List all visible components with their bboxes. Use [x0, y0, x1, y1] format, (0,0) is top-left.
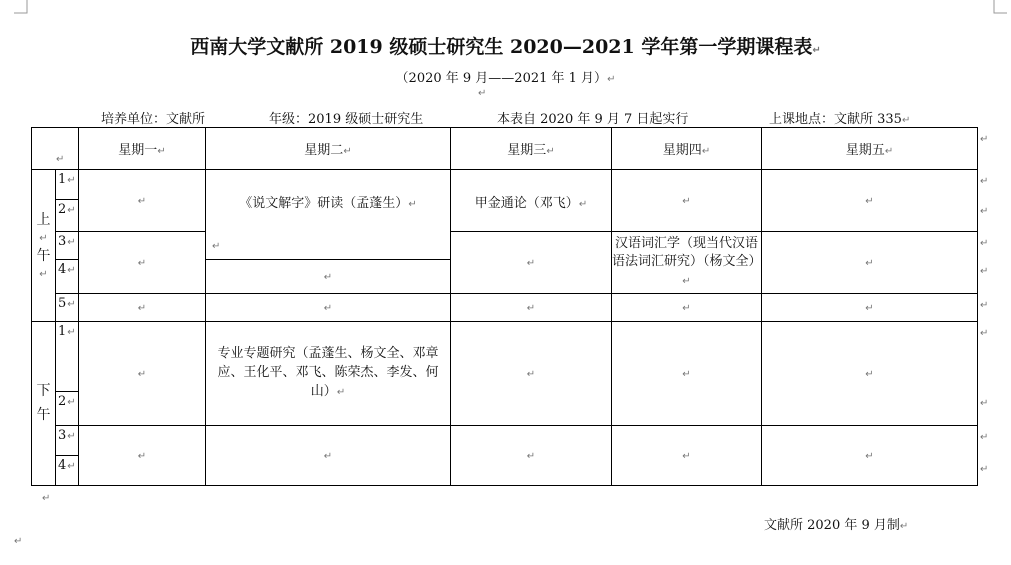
header-day-fri: 星期五↵: [762, 128, 978, 170]
paragraph-mark: ↵: [478, 88, 487, 99]
cell-tue-am-5: ↵: [206, 294, 451, 322]
row-end-mark: ↵: [980, 328, 989, 339]
page-subtitle: （2020 年 9 月——2021 年 1 月）↵: [395, 71, 616, 86]
cell-mon-am-5: ↵: [79, 294, 206, 322]
pm-label-char-2: 午: [36, 406, 51, 423]
cell-tue-am-1-2: 《说文解字》研读（孟蓬生）↵: [206, 170, 451, 232]
course-cihuixue: 汉语词汇学（现当代汉语语法词汇研究）（杨文全）: [612, 236, 762, 270]
pm-label-char-1: 下: [36, 382, 51, 399]
cell-wed-am-5: ↵: [451, 294, 612, 322]
cell-thu-am-5: ↵: [612, 294, 762, 322]
header-day-tue: 星期二↵: [206, 128, 451, 170]
am-label-char-2: 午: [36, 247, 51, 264]
row-end-mark: ↵: [980, 398, 989, 409]
am-label: 上 ↵ 午 ↵: [32, 170, 56, 322]
cell-fri-pm-1-2: ↵: [762, 322, 978, 426]
cell-wed-pm-3-4: ↵: [451, 426, 612, 486]
period-am-5: 5↵: [56, 294, 79, 322]
cell-fri-am-1-2: ↵: [762, 170, 978, 232]
period-pm-3: 3↵: [56, 426, 79, 456]
header-day-mon: 星期一↵: [79, 128, 206, 170]
cell-mon-am-1-2: ↵: [79, 170, 206, 232]
paragraph-mark: ↵: [42, 493, 51, 504]
period-pm-2: 2↵: [56, 392, 79, 426]
cell-tue-am-4: ↵: [206, 260, 451, 294]
cell-mon-pm-1-2: ↵: [79, 322, 206, 426]
cell-thu-pm-1-2: ↵: [612, 322, 762, 426]
cell-wed-pm-1-2: ↵: [451, 322, 612, 426]
row-end-mark: ↵: [980, 266, 989, 277]
header-day-wed: 星期三↵: [451, 128, 612, 170]
period-am-1: 1↵: [56, 170, 79, 200]
row-end-mark: ↵: [980, 134, 989, 145]
row-end-mark: ↵: [980, 238, 989, 249]
row-end-mark: ↵: [980, 464, 989, 475]
paragraph-mark: ↵: [14, 536, 23, 547]
cell-wed-am-1-2: 甲金通论（邓飞）↵: [451, 170, 612, 232]
table-corner-cell: ↵: [32, 128, 79, 170]
header-day-thu: 星期四↵: [612, 128, 762, 170]
row-end-mark: ↵: [980, 432, 989, 443]
row-end-mark: ↵: [980, 300, 989, 311]
course-jiajin: 甲金通论（邓飞）: [474, 196, 579, 211]
crop-mark-top-right: [993, 0, 1007, 14]
row-end-mark: ↵: [980, 206, 989, 217]
course-shuowen: 《说文解字》研读（孟蓬生）: [239, 196, 409, 211]
course-zhuanti: 专业专题研究（孟蓬生、杨文全、邓章应、王化平、邓飞、陈荣杰、李发、何山）: [217, 346, 439, 399]
row-end-mark: ↵: [980, 176, 989, 187]
period-pm-4: 4↵: [56, 456, 79, 486]
info-effective-date: 本表自 2020 年 9 月 7 日起实行: [497, 112, 689, 127]
cell-mon-pm-3-4: ↵: [79, 426, 206, 486]
cell-mon-am-3-4: ↵: [79, 232, 206, 294]
cell-fri-pm-3-4: ↵: [762, 426, 978, 486]
cell-tue-am-3: ↵: [206, 232, 451, 260]
info-unit: 培养单位：文献所: [101, 112, 206, 127]
cell-tue-pm-1-2: 专业专题研究（孟蓬生、杨文全、邓章应、王化平、邓飞、陈荣杰、李发、何山）↵: [206, 322, 451, 426]
cell-thu-pm-3-4: ↵: [612, 426, 762, 486]
period-am-3: 3↵: [56, 232, 79, 260]
info-location: 上课地点：文献所 335↵: [769, 112, 911, 127]
info-grade: 年级：2019 级硕士研究生: [269, 112, 424, 127]
schedule-table: [31, 127, 978, 486]
cell-fri-am-5: ↵: [762, 294, 978, 322]
footer-made-by: 文献所 2020 年 9 月制↵: [764, 518, 909, 533]
am-label-char-1: 上: [36, 211, 51, 228]
period-pm-1: 1↵: [56, 322, 79, 392]
crop-mark-top-left: [14, 0, 28, 14]
pm-label: [32, 322, 56, 486]
cell-tue-pm-3-4: ↵: [206, 426, 451, 486]
cell-thu-am-3-4: 汉语词汇学（现当代汉语语法词汇研究）（杨文全）↵: [612, 232, 762, 294]
cell-wed-am-3-4: ↵: [451, 232, 612, 294]
cell-thu-am-1-2: ↵: [612, 170, 762, 232]
period-am-2: 2↵: [56, 200, 79, 232]
cell-fri-am-3-4: ↵: [762, 232, 978, 294]
period-am-4: 4↵: [56, 260, 79, 294]
page-title: 西南大学文献所 2019 级硕士研究生 2020—2021 学年第一学期课程表↵: [190, 36, 821, 58]
